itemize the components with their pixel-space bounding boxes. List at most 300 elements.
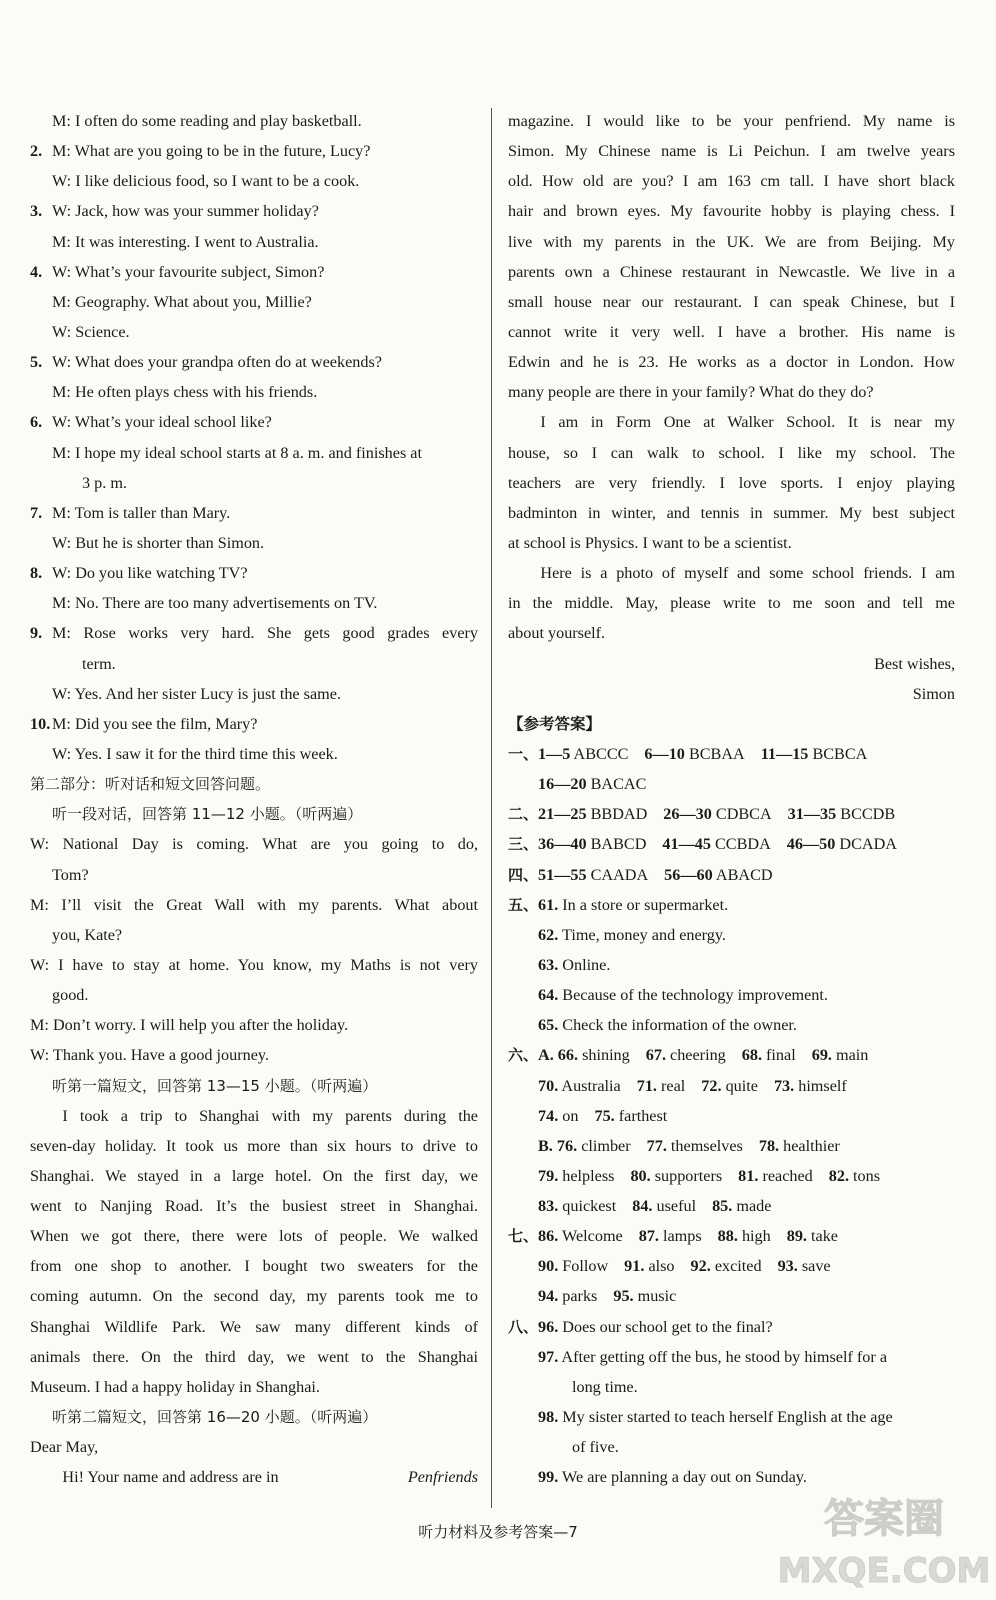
question-number: 84. [632,1197,653,1216]
left-line [30,136,478,166]
answer-value: BACAC [590,775,647,794]
line-text: W: But he is shorter than Simon. [52,533,265,552]
question-number: 83. [538,1197,559,1216]
left-line [30,1312,478,1342]
section-label: 二、 [508,805,539,824]
left-line [30,257,478,287]
answer-value: made [736,1197,772,1216]
answer-value: Does our school get to the final? [562,1317,773,1336]
answer-value: save [801,1257,831,1276]
left-line [30,1101,478,1131]
item-number: 7. [30,503,43,522]
answer-value: real [661,1076,686,1095]
answer-item [538,1191,616,1221]
line-text: about yourself. [508,624,606,643]
question-number: 69. [811,1046,832,1065]
answer-item [624,1251,674,1281]
answer-key [508,739,955,1493]
right-line [508,166,955,196]
line-text: Here is a photo of myself and some school friends. I am [540,564,955,583]
question-number: 71. [636,1076,657,1095]
left-line [30,106,478,136]
line-text: W: What does your grandpa often do at weekends? [52,353,382,372]
line-text: good. [52,986,89,1005]
line-text: 听第二篇短文，回答第 16—20 小题。（听两遍） [52,1408,378,1427]
line-text: term. [82,654,116,673]
left-line [30,739,478,769]
line-text: W: What’s your ideal school like? [52,413,272,432]
answer-item [630,1161,722,1191]
left-line [30,1191,478,1221]
answer-value: take [811,1227,838,1246]
section-label: 八、 [508,1317,539,1336]
line-text: W: Do you like watching TV? [52,564,248,583]
question-number: 73. [773,1076,795,1095]
answer-item [701,1071,758,1101]
answer-item [738,1161,813,1191]
left-line [30,558,478,588]
answer-value: Check the information of the owner. [562,1016,797,1035]
section-label: 一、 [508,744,539,763]
answer-value: excited [714,1257,762,1276]
line-text: you, Kate? [52,925,123,944]
answer-item [538,1101,578,1131]
line-text: house, so I can walk to school. I like my school. The [508,443,955,462]
question-number: 78. [758,1136,780,1155]
left-line [30,920,478,950]
answer-value: BCBCA [812,744,868,763]
right-line [508,257,955,287]
answer-row [508,1372,955,1402]
answer-value: also [648,1257,675,1276]
watermark-logo [777,1484,991,1592]
answer-value: Australia [561,1076,621,1095]
line-text: from one shop to another. I bought two sweaters for the [30,1257,478,1276]
answer-row [508,1402,955,1432]
question-number: 6—10 [644,744,685,763]
line-text: 3 p. m. [82,473,127,492]
answer-value: helpless [562,1166,615,1185]
line-text: When we got there, there were lots of people. We walked [30,1227,478,1246]
line-text: 听一段对话，回答第 11—12 小题。（听两遍） [52,805,363,824]
answer-item [538,1251,608,1281]
answer-item [644,739,744,769]
answer-row [508,1040,955,1070]
answer-value: long time. [572,1377,638,1396]
question-number: 89. [786,1227,807,1246]
left-line [30,407,478,437]
left-line [30,1131,478,1161]
left-line [30,438,478,468]
answer-item [787,829,897,859]
answer-value: final [766,1046,796,1065]
answer-value: useful [656,1197,697,1216]
line-text: W: Yes. And her sister Lucy is just the same. [52,684,341,703]
line-text: W: I have to stay at home. You know, my Maths is not very [30,955,478,974]
section-label: 四、 [508,865,539,884]
question-number: 62. [538,925,559,944]
left-line [30,1402,478,1432]
question-number: 67. [645,1046,666,1065]
line-text: went to Nanjing Road. It’s the busiest street in Shanghai. [30,1197,478,1216]
question-number: 16—20 [538,775,587,794]
question-number: 92. [690,1257,711,1276]
question-number: 11—15 [760,744,809,763]
answer-item [787,1221,838,1251]
answer-item [538,860,648,890]
answer-item [538,1342,887,1372]
answer-item [788,799,896,829]
answer-value: Welcome [562,1227,623,1246]
left-line [30,1372,478,1402]
answer-value: My sister started to teach herself English at the age [562,1408,893,1427]
svg-text:答案圈: 答案圈 [824,1496,944,1542]
right-line [508,377,955,407]
line-text: Hi! Your name and address are in [62,1468,279,1487]
question-number: 85. [712,1197,733,1216]
item-number: 2. [30,142,43,161]
answer-value: reached [762,1166,813,1185]
question-number: 96. [538,1317,559,1336]
left-line [30,528,478,558]
question-number: 77. [646,1136,667,1155]
question-number: 75. [594,1106,615,1125]
answer-row [508,1010,955,1040]
answer-item [538,739,628,769]
question-number: 86. [538,1227,559,1246]
left-line [30,227,478,257]
answer-value: supporters [654,1166,723,1185]
answer-row [508,769,955,799]
right-line [508,227,955,257]
line-text: M: He often plays chess with his friends. [52,383,318,402]
line-text: parents own a Chinese restaurant in Newcastle. We live in a [508,262,955,281]
answer-item [691,1251,762,1281]
answer-value: BCBAA [688,744,745,763]
line-text: Dear May, [30,1438,99,1457]
answer-value: climber [581,1136,631,1155]
line-text: animals there. On the third day, we went to the Shanghai [30,1347,478,1366]
line-text: magazine. I would like to be your penfriend. My name is [508,112,955,130]
answer-item [662,829,770,859]
question-number: 94. [538,1287,559,1306]
question-number: 79. [538,1166,559,1185]
italic-title: Penfriends [407,1468,478,1487]
line-text: coming autumn. On the second day, my parents took me to [30,1287,478,1306]
left-line [30,1462,478,1492]
line-text: M: It was interesting. I went to Australia. [52,232,319,251]
answer-value: BBDAD [590,805,648,824]
answer-value: ABCCC [573,744,629,763]
left-line [30,649,478,679]
right-line [508,317,955,347]
answer-row [508,860,955,890]
line-text: W: Thank you. Have a good journey. [30,1046,270,1065]
answer-row [508,1131,955,1161]
line-text: M: What are you going to be in the future, Lucy? [52,142,371,161]
right-line [508,709,955,739]
question-number: 1—5 [538,744,571,763]
answer-item [538,980,828,1010]
question-number: 72. [701,1076,722,1095]
line-text: M: I often do some reading and play basketball. [52,112,362,130]
answer-value: Because of the technology improvement. [562,986,828,1005]
answer-row [508,1281,955,1311]
item-number: 3. [30,202,43,221]
right-line [508,196,955,226]
question-number: 80. [630,1166,651,1185]
question-number: 81. [738,1166,759,1185]
answer-item [538,1071,621,1101]
left-line [30,980,478,1010]
answer-item [639,1221,702,1251]
line-text: M: I’ll visit the Great Wall with my parents. What about [30,895,478,914]
line-text: badminton in winter, and tennis in summer. My best subject [508,503,955,522]
question-number: 21—25 [538,805,587,824]
answer-value: of five. [572,1438,619,1457]
line-text: Edwin and he is 23. He works as a doctor in London. How [508,353,955,372]
item-number: 6. [30,413,43,432]
left-line [30,468,478,498]
answer-value: CAADA [590,865,649,884]
answer-item [538,1312,773,1342]
answer-item [712,1191,771,1221]
question-number: 65. [538,1016,559,1035]
question-number: 51—55 [538,865,587,884]
answer-row [508,829,955,859]
answer-value: Follow [562,1257,609,1276]
line-text: I am in Form One at Walker School. It is near my [540,413,955,432]
answer-item [774,1071,847,1101]
right-line [508,528,955,558]
svg-text:MXQE.COM: MXQE.COM [777,1551,991,1591]
answer-value: CDBCA [715,805,772,824]
line-text: Best wishes, [874,654,955,673]
line-text: cannot write it very well. I have a brother. His name is [508,322,955,341]
question-number: 87. [638,1227,659,1246]
right-line [508,649,955,679]
right-line [508,347,955,377]
question-number: 61. [538,895,559,914]
line-text: hair and brown eyes. My favourite hobby is playing chess. I [508,202,955,221]
answer-row [508,1432,955,1462]
left-line [30,588,478,618]
right-line [508,618,955,648]
answer-row [508,1161,955,1191]
answer-value: quickest [562,1197,617,1216]
question-number: 41—45 [662,835,711,854]
question-number: 97. [538,1347,559,1366]
question-number: 88. [717,1227,738,1246]
right-line [508,287,955,317]
left-line [30,1010,478,1040]
answer-row [508,980,955,1010]
question-number: 46—50 [786,835,836,854]
left-line [30,347,478,377]
right-line [508,136,955,166]
answer-value: main [836,1046,869,1065]
answer-value: himself [798,1076,847,1095]
answer-row [508,920,955,950]
answer-item [538,1161,614,1191]
section-label: 六、 [508,1046,539,1065]
line-text: W: National Day is coming. What are you going to do, [30,835,478,854]
answer-item [538,769,646,799]
answer-value: After getting off the bus, he stood by himself for a [561,1347,888,1366]
answer-value: quite [725,1076,758,1095]
line-text: 第二部分：听对话和短文回答问题。 [30,775,271,794]
answer-value: on [562,1106,579,1125]
left-line [30,196,478,226]
answer-item [538,1462,807,1492]
question-number: 99. [538,1468,559,1487]
answer-item [572,1432,619,1462]
right-line [508,679,955,709]
answer-item [538,829,646,859]
line-text: old. How old are you? I am 163 cm tall. I have short black [508,172,955,191]
left-line [30,799,478,829]
right-line [508,438,955,468]
left-line [30,950,478,980]
answer-item [632,1191,696,1221]
question-number: 91. [624,1257,645,1276]
question-number: 64. [538,986,559,1005]
answer-item [812,1040,869,1070]
answer-item [538,890,728,920]
question-number: 74. [538,1106,559,1125]
line-text: M: Don’t worry. I will help you after the holiday. [30,1016,349,1035]
left-line [30,1221,478,1251]
line-text: M: Tom is taller than Mary. [52,503,231,522]
line-text: W: Science. [52,322,130,341]
answer-item [538,1221,623,1251]
section-label: 七、 [508,1227,539,1246]
line-text: Simon [912,684,955,703]
item-number: 4. [30,262,43,281]
answer-value: Online. [562,955,611,974]
line-text: 【参考答案】 [508,714,602,733]
answer-row [508,950,955,980]
answer-value: healthier [783,1136,840,1155]
item-number: 8. [30,564,43,583]
left-line [30,1251,478,1281]
answer-row [508,890,955,920]
line-text: Museum. I had a happy holiday in Shanghai. [30,1377,320,1396]
answer-row [508,739,955,769]
line-text: small house near our restaurant. I can speak Chinese, but I [508,292,955,311]
answer-value: ABACD [715,865,773,884]
answer-item [761,739,868,769]
answer-item [663,799,771,829]
answer-row [508,1191,955,1221]
answer-value: shining [582,1046,630,1065]
left-line [30,1342,478,1372]
answer-row [508,1312,955,1342]
line-text: Shanghai Wildlife Park. We saw many different kinds of [30,1317,478,1336]
line-text: W: I like delicious food, so I want to be a cook. [52,172,360,191]
line-text: M: Geography. What about you, Millie? [52,292,312,311]
left-line [30,769,478,799]
answer-value: DCADA [839,835,897,854]
answer-item [594,1101,667,1131]
line-text: W: Yes. I saw it for the third time this week. [52,744,338,763]
question-number: 26—30 [663,805,712,824]
answer-item [637,1071,686,1101]
line-text: W: Jack, how was your summer holiday? [52,202,319,221]
question-number: 90. [538,1257,559,1276]
question-number: 93. [777,1257,798,1276]
right-line [508,407,955,437]
line-text: M: Rose works very hard. She gets good grades every [52,624,478,643]
section-label: 五、 [508,895,539,914]
answer-value: high [741,1227,771,1246]
answer-item [647,1131,743,1161]
line-text: M: I hope my ideal school starts at 8 a. m. and finishes at [52,443,422,462]
answer-item [742,1040,796,1070]
answer-item [646,1040,726,1070]
left-line [30,377,478,407]
line-text: Shanghai. We stayed in a large hotel. On the first day, we [30,1166,478,1185]
answer-value: parks [562,1287,598,1306]
answer-item [538,1131,631,1161]
answer-item [572,1372,638,1402]
question-number: B. 76. [538,1136,578,1155]
question-number: 36—40 [538,835,587,854]
left-line [30,498,478,528]
answer-value: BABCD [590,835,647,854]
item-number: 5. [30,353,43,372]
column-divider [491,108,492,1508]
line-text: I took a trip to Shanghai with my parents during the [62,1106,478,1125]
left-line [30,618,478,648]
answer-value: themselves [670,1136,743,1155]
left-line [30,679,478,709]
line-text: M: No. There are too many advertisements on TV. [52,594,378,613]
line-text: Tom? [52,865,89,884]
answer-item [538,1040,630,1070]
left-line [30,1040,478,1070]
answer-item [829,1161,880,1191]
line-text: at school is Physics. I want to be a scientist. [508,533,792,552]
line-text: in the middle. May, please write to me soon and tell me [508,594,955,613]
line-text: teachers are very friendly. I love sports. I enjoy playing [508,473,955,492]
question-number: 31—35 [787,805,837,824]
answer-value: BCCDB [840,805,896,824]
answer-item [759,1131,840,1161]
question-number: 68. [741,1046,762,1065]
answer-row [508,1342,955,1372]
answer-value: CCBDA [715,835,771,854]
answer-item [613,1281,676,1311]
line-text: live with my parents in the UK. We are from Beijing. My [508,232,955,251]
answer-item [538,799,647,829]
line-text: many people are there in your family? What do they do? [508,383,874,402]
item-number: 9. [30,624,43,643]
section-label: 三、 [508,835,539,854]
answer-row [508,1101,955,1131]
right-line [508,558,955,588]
letter-text [508,106,955,739]
answer-item [538,920,726,950]
left-line [30,709,478,739]
left-line [30,829,478,859]
left-line [30,317,478,347]
answer-value: We are planning a day out on Sunday. [562,1468,807,1487]
question-number: 98. [538,1408,559,1427]
answer-value: music [637,1287,677,1306]
answer-value: cheering [670,1046,726,1065]
answer-item [664,860,772,890]
